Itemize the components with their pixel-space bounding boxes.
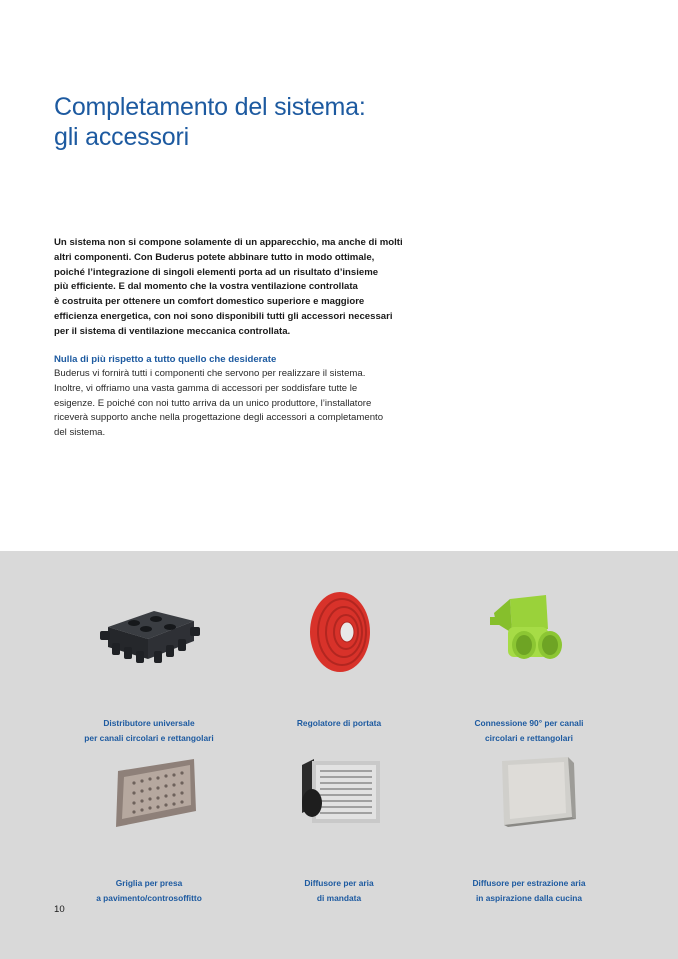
- caption-line: a pavimento/controsoffitto: [96, 893, 202, 903]
- section-line: del sistema.: [54, 427, 106, 439]
- accessory-item-regulator: [239, 587, 439, 731]
- accessory-item-supply-diffuser: [239, 747, 439, 906]
- intro-paragraph: [54, 236, 434, 340]
- section-heading: Nulla di più rispetto a tutto quello che desiderate: [54, 354, 277, 365]
- section-line: Buderus vi fornirà tutti i componenti che servono per realizzare il sistema.: [54, 368, 366, 379]
- page-title: [54, 92, 614, 152]
- accessory-item-grille: [49, 747, 249, 906]
- accessory-caption: [429, 716, 629, 746]
- section-paragraph: [54, 367, 434, 441]
- intro-line: Un sistema non si compone solamente di un apparecchio, ma anche di molti: [54, 237, 403, 248]
- distributor-icon: [94, 587, 204, 677]
- accessory-caption: [429, 876, 629, 906]
- caption-line: Diffusore per aria: [304, 878, 374, 888]
- intro-line: per il sistema di ventilazione meccanica controllata.: [54, 325, 291, 337]
- intro-line: altri componenti. Con Buderus potete abbinare tutto in modo ottimale,: [54, 251, 375, 263]
- accessory-caption: [239, 716, 439, 731]
- accessory-caption: [49, 716, 249, 746]
- caption-line: per canali circolari e rettangolari: [84, 733, 214, 743]
- supply-diffuser-icon: [284, 747, 394, 837]
- accessory-caption: [239, 876, 439, 906]
- section-line: esigenze. E poiché con noi tutto arriva da un unico produttore, l’installatore: [54, 397, 372, 409]
- caption-line: Regolatore di portata: [296, 718, 382, 728]
- accessory-caption: [49, 876, 249, 906]
- caption-line: circolari e rettangolari: [485, 733, 573, 743]
- extract-diffuser-icon: [474, 747, 584, 837]
- flow-regulator-icon: [284, 587, 394, 677]
- accessory-item-distributor: [49, 587, 249, 746]
- intro-line: poiché l’integrazione di singoli elementi porta ad un risultato d’insieme: [54, 266, 379, 278]
- caption-line: Diffusore per estrazione aria: [472, 878, 586, 888]
- intro-line: più efficiente. E dal momento che la vostra ventilazione controllata: [54, 281, 358, 293]
- caption-line: Griglia per presa: [115, 878, 183, 888]
- accessory-item-extract-diffuser: [429, 747, 629, 906]
- title-line-1: Completamento del sistema:: [54, 93, 366, 121]
- section-line: riceverà supporto anche nella progettazione degli accessori a completamento: [54, 412, 384, 424]
- caption-line: di mandata: [316, 893, 362, 903]
- intro-line: efficienza energetica, con noi sono disponibili tutti gli accessori necessari: [54, 310, 393, 322]
- elbow-connector-icon: [474, 587, 584, 677]
- caption-line: Connessione 90° per canali: [474, 718, 584, 728]
- caption-line: in aspirazione dalla cucina: [475, 893, 583, 903]
- title-line-2: gli accessori: [54, 123, 189, 151]
- page-number: 10: [54, 904, 65, 915]
- intro-line: è costruita per ottenere un comfort domestico superiore e maggiore: [54, 296, 365, 308]
- caption-line: Distributore universale: [103, 718, 195, 728]
- accessory-item-connector: [429, 587, 629, 746]
- section-line: Inoltre, vi offriamo una vasta gamma di accessori per soddisfare tutte le: [54, 382, 358, 394]
- accessories-panel: [0, 551, 678, 959]
- floor-grille-icon: [94, 747, 204, 837]
